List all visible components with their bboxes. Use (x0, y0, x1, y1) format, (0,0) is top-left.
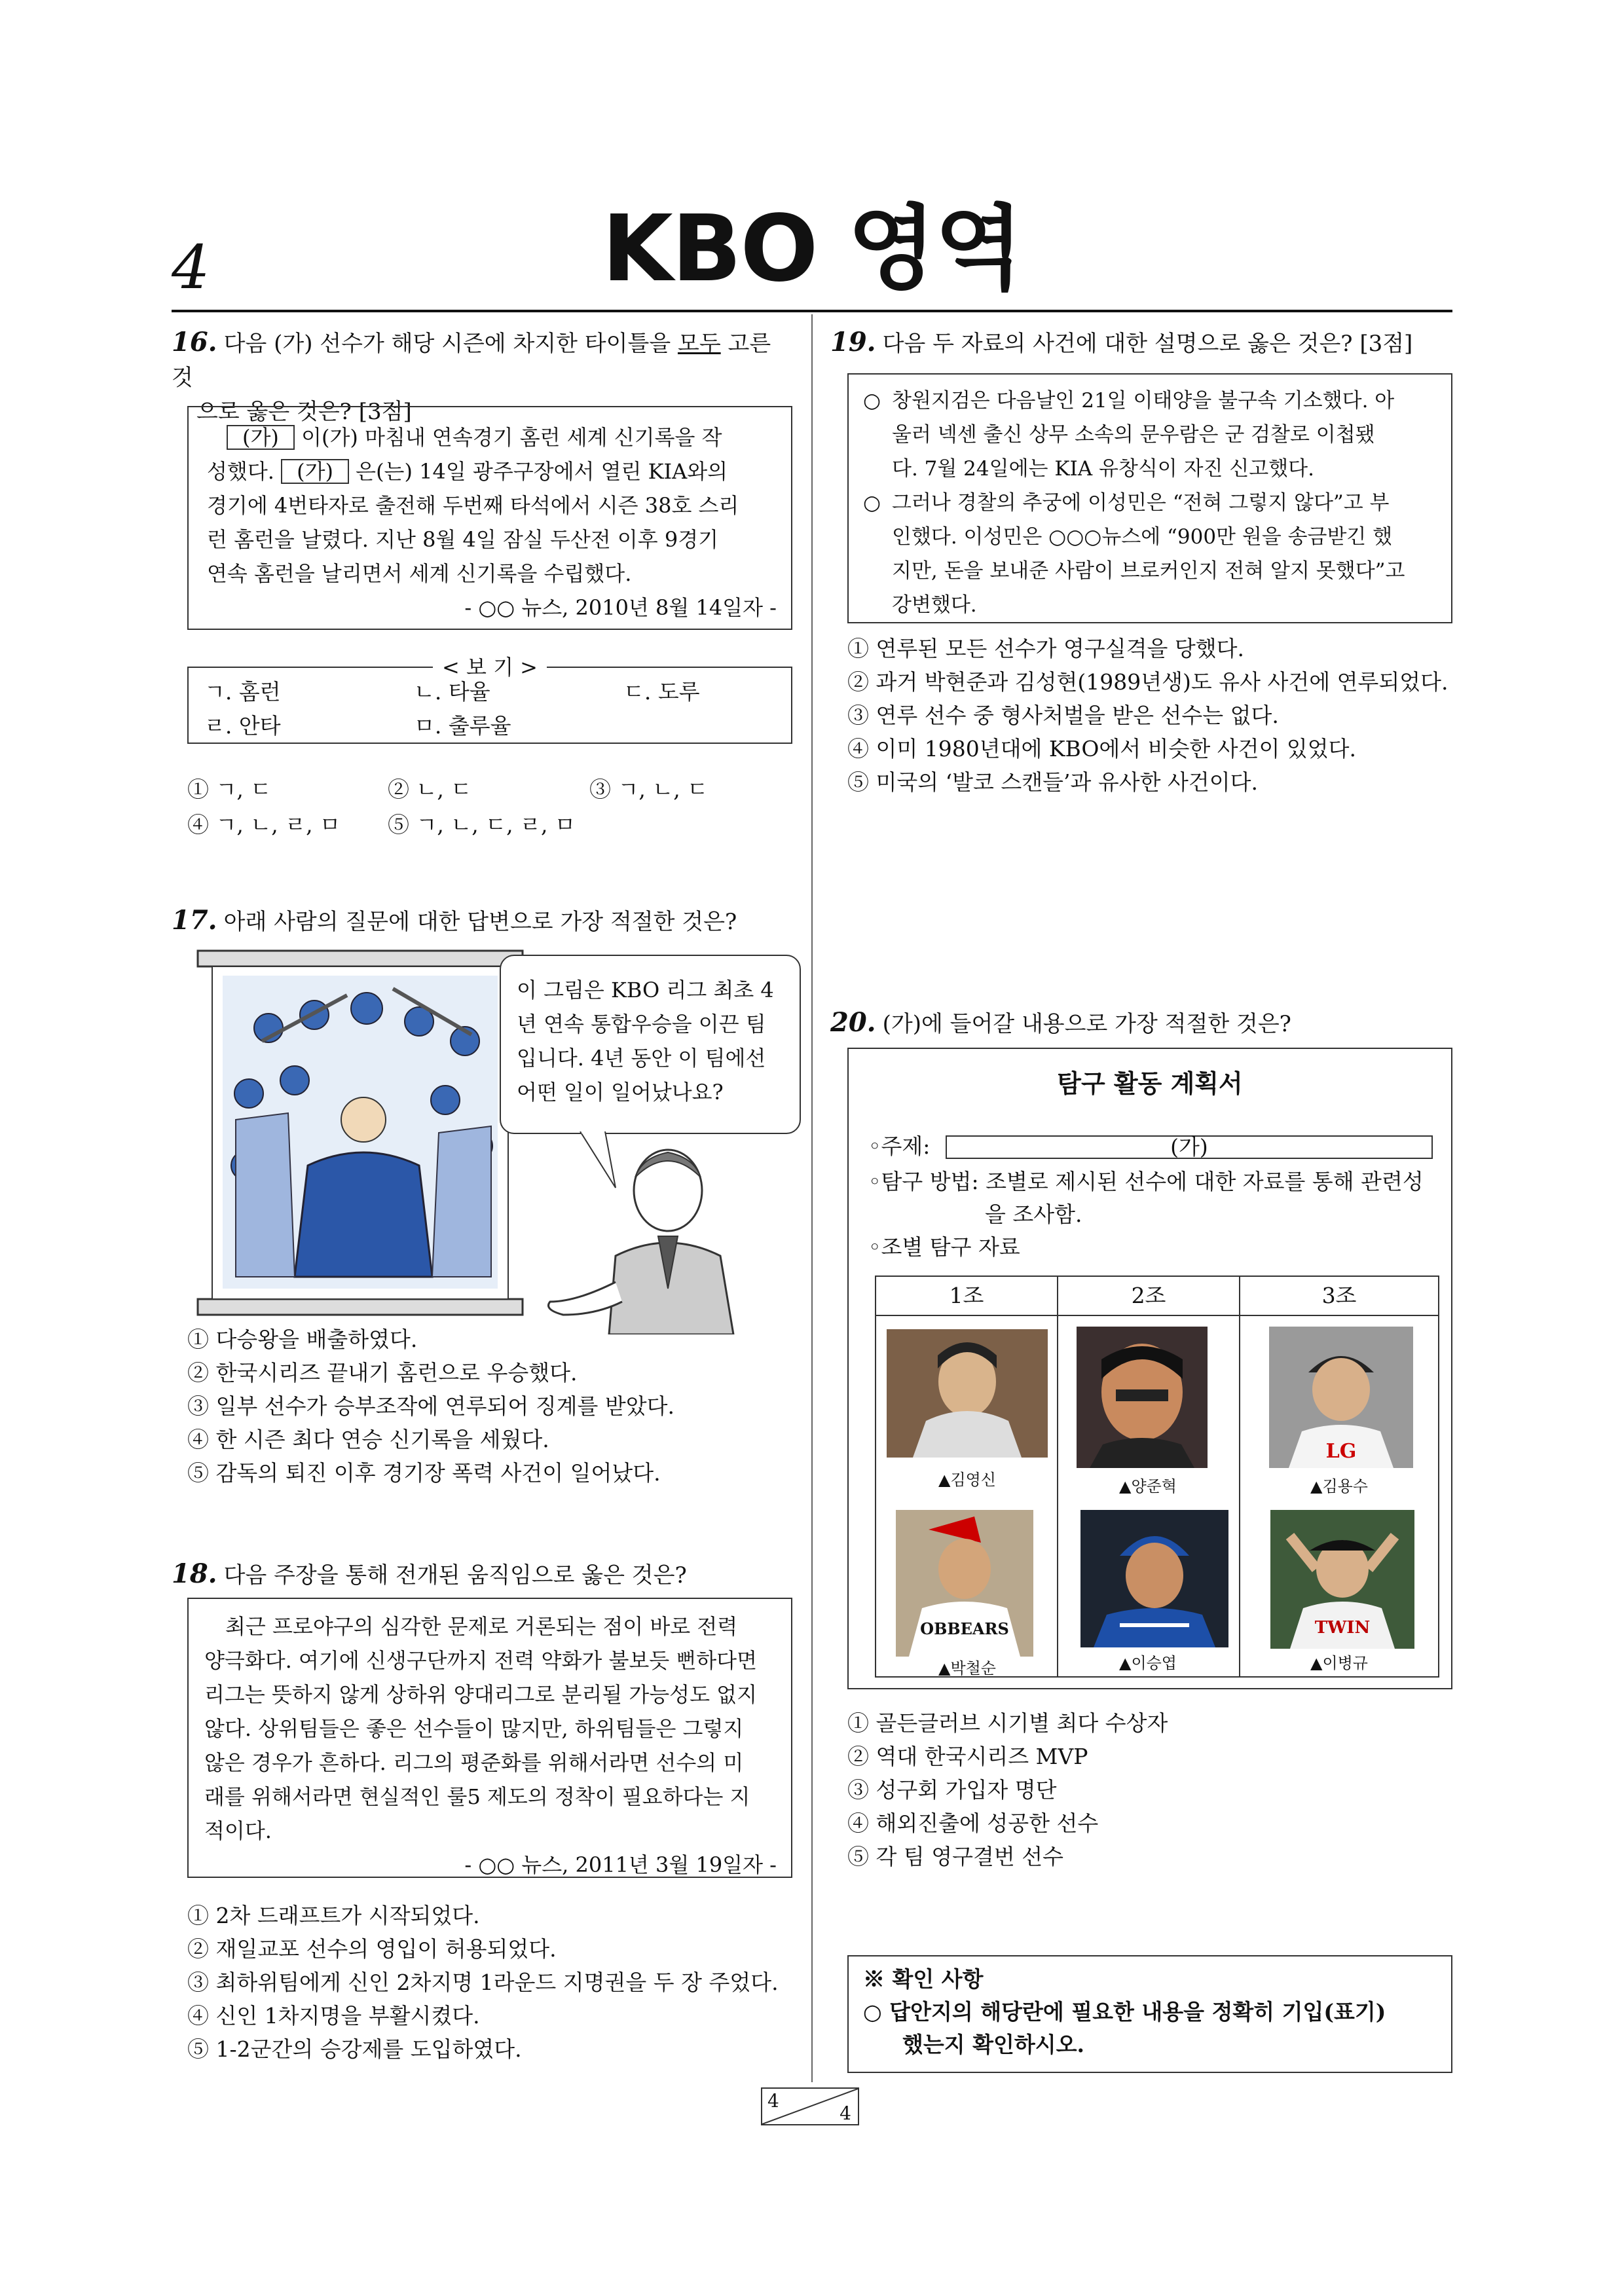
answer-option[interactable]: ③ 일부 선수가 승부조작에 연루되어 징계를 받았다. (187, 1393, 674, 1419)
notice-box (847, 1955, 1452, 2073)
group-header: 1조 (949, 1283, 984, 1308)
svg-text:TWIN: TWIN (1314, 1618, 1371, 1638)
answer-option[interactable]: ① 연루된 모든 선수가 영구실격을 당했다. (847, 636, 1244, 661)
notice-title: ※ 확인 사항 (863, 1966, 984, 1992)
player-caption: ▲이병규 (1310, 1654, 1368, 1672)
source-line: - ○○ 뉴스, 2010년 8월 14일자 - (464, 595, 777, 620)
answer-option[interactable]: ④ 해외진출에 성공한 선수 (847, 1810, 1099, 1836)
question-number: 18. (172, 1558, 217, 1589)
data-label: ◦조별 탐구 자료 (868, 1234, 1020, 1260)
answer-option[interactable]: ① 골든글러브 시기별 최다 수상자 (847, 1710, 1168, 1736)
answer-option[interactable]: ④ ㄱ, ㄴ, ㄹ, ㅁ (187, 812, 341, 837)
notice-line: ○ 답안지의 해당란에 필요한 내용을 정확히 기입(표기) (863, 1999, 1386, 2025)
player-caption: ▲김영신 (938, 1471, 996, 1489)
question-number: 19. (830, 327, 876, 358)
bogi-item: ㄱ. 홈런 (204, 679, 281, 705)
group-header: 2조 (1131, 1283, 1166, 1308)
blank-ga: (가) (281, 459, 349, 484)
answer-option[interactable]: ③ 성구회 가입자 명단 (847, 1777, 1057, 1803)
q16-passage-box: (가) 이(가) 마침내 연속경기 홈런 세계 신기록을 작 성했다. (가) 은(는) 14일 광주구장에서 열린 KIA와의 경기에 4번타자로 출전해 두번째 타석에서 시즌 38호 스리 런 홈런을 날렸다. 지난 8월 4일 잠실 두산전 이후 9경기 연속 홈런을 날리면서 세계 신기록을 수립했다. - ○○ 뉴스, 2010년 8월 14일자 - (187, 406, 792, 630)
svg-text:LG: LG (1325, 1440, 1357, 1463)
answer-option[interactable]: ④ 이미 1980년대에 KBO에서 비슷한 사건이 있었다. (847, 736, 1357, 762)
answer-option[interactable]: ③ 연루 선수 중 형사처벌을 받은 선수는 없다. (847, 703, 1279, 728)
footer-page-box (761, 2087, 859, 2125)
q17-options (187, 1323, 674, 1490)
q19-passage-box: ○ 창원지검은 다음날인 21일 이태양을 불구속 기소했다. 아 울러 넥센 출신 상무 소속의 문우람은 군 검찰로 이첩됐 다. 7월 24일에는 KIA 유창식이 자진 신고했다. ○ 그러나 경찰의 추궁에 이성민은 “전혀 그렇지 않다”고 부 인했다. 이성민은 ○○○뉴스에 “900만 원을 송금받긴 했 지만, 돈을 보내준 사람이 브로커인지 전혀 알지 못했다”고 강변했다. (847, 373, 1452, 623)
bogi-box (187, 655, 792, 744)
man-illustration (537, 1138, 799, 1334)
footer-current-page: 4 (767, 2090, 779, 2112)
answer-option[interactable]: ③ 최하위팀에게 신인 2차지명 1라운드 지명권을 두 장 주었다. (187, 1970, 779, 1995)
player-caption: ▲박철순 (938, 1659, 996, 1678)
player-photo (1080, 1510, 1228, 1647)
question-number: 20. (830, 1007, 876, 1038)
underlined-word: 모두 (677, 331, 721, 357)
method-line: ◦탐구 방법: 조별로 제시된 선수에 대한 자료를 통해 관련성 (868, 1169, 1424, 1194)
topic-label: ◦주제: (868, 1133, 931, 1159)
bogi-item: ㄷ. 도루 (623, 679, 700, 705)
player-photo (1077, 1327, 1208, 1468)
answer-option[interactable]: ① 2차 드래프트가 시작되었다. (187, 1903, 480, 1928)
question-19: 19. 다음 두 자료의 사건에 대한 설명으로 옳은 것은? [3점] (830, 327, 1413, 358)
answer-option[interactable]: ② ㄴ, ㄷ (388, 777, 472, 802)
answer-option[interactable]: ④ 한 시즌 최다 연승 신기록을 세웠다. (187, 1427, 549, 1452)
question-18: 18. 다음 주장을 통해 전개된 움직임으로 옳은 것은? (172, 1558, 687, 1589)
player-photo (1269, 1327, 1413, 1468)
column-divider (811, 314, 813, 2082)
question-20: 20. (가)에 들어갈 내용으로 가장 적절한 것은? (830, 1007, 1291, 1038)
source-line: - ○○ 뉴스, 2011년 3월 19일자 - (464, 1852, 777, 1877)
answer-option[interactable]: ④ 신인 1차지명을 부활시켰다. (187, 2003, 480, 2029)
team-illustration (196, 949, 524, 1316)
answer-option[interactable]: ② 재일교포 선수의 영입이 허용되었다. (187, 1936, 557, 1962)
topic-blank: (가) (946, 1135, 1433, 1159)
answer-option[interactable]: ⑤ ㄱ, ㄴ, ㄷ, ㄹ, ㅁ (388, 812, 576, 837)
group-table (875, 1276, 1439, 1678)
answer-option[interactable]: ① ㄱ, ㄷ (187, 777, 272, 802)
page-title: KBO 영역 (602, 196, 1022, 303)
answer-option[interactable]: ② 한국시리즈 끝내기 홈런으로 우승했다. (187, 1360, 578, 1386)
bullet-mark: ○ (863, 389, 881, 413)
bullet-mark: ○ (863, 491, 881, 515)
answer-option[interactable]: ⑤ 감독의 퇴진 이후 경기장 폭력 사건이 일어났다. (187, 1460, 661, 1486)
answer-option[interactable]: ② 역대 한국시리즈 MVP (847, 1744, 1088, 1769)
player-caption: ▲양준혁 (1118, 1477, 1177, 1496)
group-header: 3조 (1321, 1283, 1357, 1308)
research-plan-box (847, 1048, 1452, 1689)
page-number: 4 (172, 232, 210, 303)
player-photo (896, 1510, 1033, 1657)
notice-line: 했는지 확인하시오. (902, 2032, 1085, 2057)
blank-ga: (가) (227, 425, 295, 450)
answer-option[interactable]: ⑤ 미국의 ‘발코 스캔들’과 유사한 사건이다. (847, 769, 1258, 795)
player-photo (1270, 1510, 1414, 1649)
answer-option[interactable]: ⑤ 각 팀 영구결번 선수 (847, 1844, 1063, 1869)
answer-option[interactable]: ③ ㄱ, ㄴ, ㄷ (589, 777, 709, 802)
question-16: 16. 다음 (가) 선수가 해당 시즌에 차지한 타이틀을 모두 고른 것 으로 옳은 것은? [3점] (172, 327, 771, 425)
question-number: 17. (172, 905, 217, 936)
question-number: 16. (172, 327, 217, 358)
player-photo (887, 1329, 1048, 1458)
bogi-item: ㄴ. 타율 (414, 679, 490, 705)
speech-bubble: 이 그림은 KBO 리그 최초 4 년 연속 통합우승을 이끈 팀 입니다. 4년 동안 이 팀에선 어떤 일이 일어났나요? (500, 955, 801, 1134)
player-caption: ▲이승엽 (1118, 1654, 1177, 1672)
plan-title: 탐구 활동 계획서 (1057, 1069, 1243, 1098)
bogi-item: ㅁ. 출루율 (414, 713, 511, 739)
bogi-item: ㄹ. 안타 (204, 713, 281, 739)
q20-options (847, 1706, 1168, 1873)
q18-passage-box: 최근 프로야구의 심각한 문제로 거론되는 점이 바로 전력 양극화다. 여기에 신생구단까지 전력 약화가 불보듯 뻔하다면 리그는 뜻하지 않게 상하위 양대리그로 분리될 가능성도 없지 않다. 상위팀들은 좋은 선수들이 많지만, 하위팀들은 그렇지 않은 경우가 흔하다. 리그의 평준화를 위해서라면 선수의 미 래를 위해서라면 현실적인 룰5 제도의 정착이 필요하다는 지 적이다. - ○○ 뉴스, 2011년 3월 19일자 - (187, 1598, 792, 1878)
answer-option[interactable]: ② 과거 박현준과 김성현(1989년생)도 유사 사건에 연루되었다. (847, 669, 1449, 695)
footer-total-pages: 4 (840, 2102, 851, 2124)
answer-option[interactable]: ① 다승왕을 배출하였다. (187, 1327, 418, 1352)
player-caption: ▲김용수 (1310, 1477, 1368, 1496)
svg-text:OBBEARS: OBBEARS (920, 1619, 1009, 1638)
question-17: 17. 아래 사람의 질문에 대한 답변으로 가장 적절한 것은? (172, 905, 737, 936)
q18-options (187, 1899, 779, 2066)
answer-option[interactable]: ⑤ 1-2군간의 승강제를 도입하였다. (187, 2036, 522, 2062)
bogi-title: < 보 기 > (433, 655, 547, 680)
q19-options (847, 632, 1448, 799)
header-rule (172, 310, 1452, 312)
method-line-2: 을 조사함. (985, 1202, 1082, 1227)
